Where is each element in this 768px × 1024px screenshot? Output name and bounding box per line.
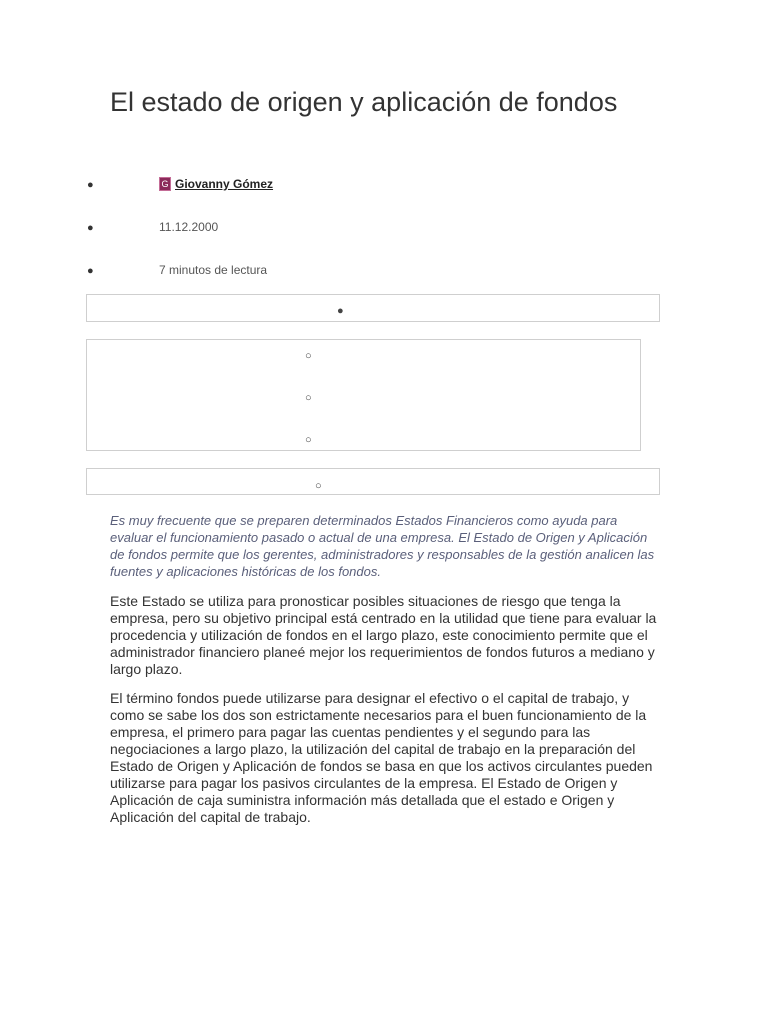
meta-bullet-date: ●: [87, 222, 94, 234]
toc-bar-item[interactable]: ○: [315, 480, 322, 492]
publish-date: 11.12.2000: [159, 220, 219, 234]
share-list-item[interactable]: ○: [305, 434, 312, 446]
author-row: [159, 177, 273, 191]
article-paragraph: Este Estado se utiliza para pronosticar posibles situaciones de riesgo que tenga la empresa, pero su objetivo principal está centrado en la utilidad que tiene para evaluar la procedencia y utilización de fondos en el largo plazo, este conocimiento permite que el administrador financiero planeé mejor los requerimientos de fondos futuros a mediano y largo plazo.: [110, 593, 657, 677]
share-bar-bullet: ●: [337, 305, 344, 317]
author-avatar-icon[interactable]: G: [159, 177, 171, 191]
toc-bar: [86, 468, 660, 495]
share-list-item[interactable]: ○: [305, 392, 312, 404]
reading-time: 7 minutos de lectura: [159, 263, 268, 277]
article-title: El estado de origen y aplicación de fondos: [110, 87, 618, 117]
share-list-box: [86, 339, 641, 451]
article-lead: Es muy frecuente que se preparen determinados Estados Financieros como ayuda para evaluar el funcionamiento pasado o actual de una empresa. El Estado de Origen y Aplicación de fondos permite que los gerentes, administradores y responsables de la gestión analicen las fuentes y aplicaciones históricas de los fondos.: [110, 513, 655, 579]
share-bar: [86, 294, 660, 322]
meta-bullet-author: ●: [87, 179, 94, 191]
author-link[interactable]: Giovanny Gómez: [175, 177, 274, 191]
meta-bullet-reading-time: ●: [87, 265, 94, 277]
share-list-item[interactable]: ○: [305, 350, 312, 362]
article-paragraph: El término fondos puede utilizarse para designar el efectivo o el capital de trabajo, y como se sabe los dos son estrictamente necesarios para el buen funcionamiento de la empresa, el primero para pagar las cuentas pendientes y el segundo para las negociaciones a largo plazo, la utilización del capital de trabajo en la preparación del Estado de Origen y Aplicación de fondos se basa en que los activos circulantes pueden utilizarse para pagar los pasivos circulantes de la empresa. El Estado de Origen y Aplicación de caja suministra información más detallada que el estado e Origen y Aplicación del capital de trabajo.: [110, 690, 653, 825]
